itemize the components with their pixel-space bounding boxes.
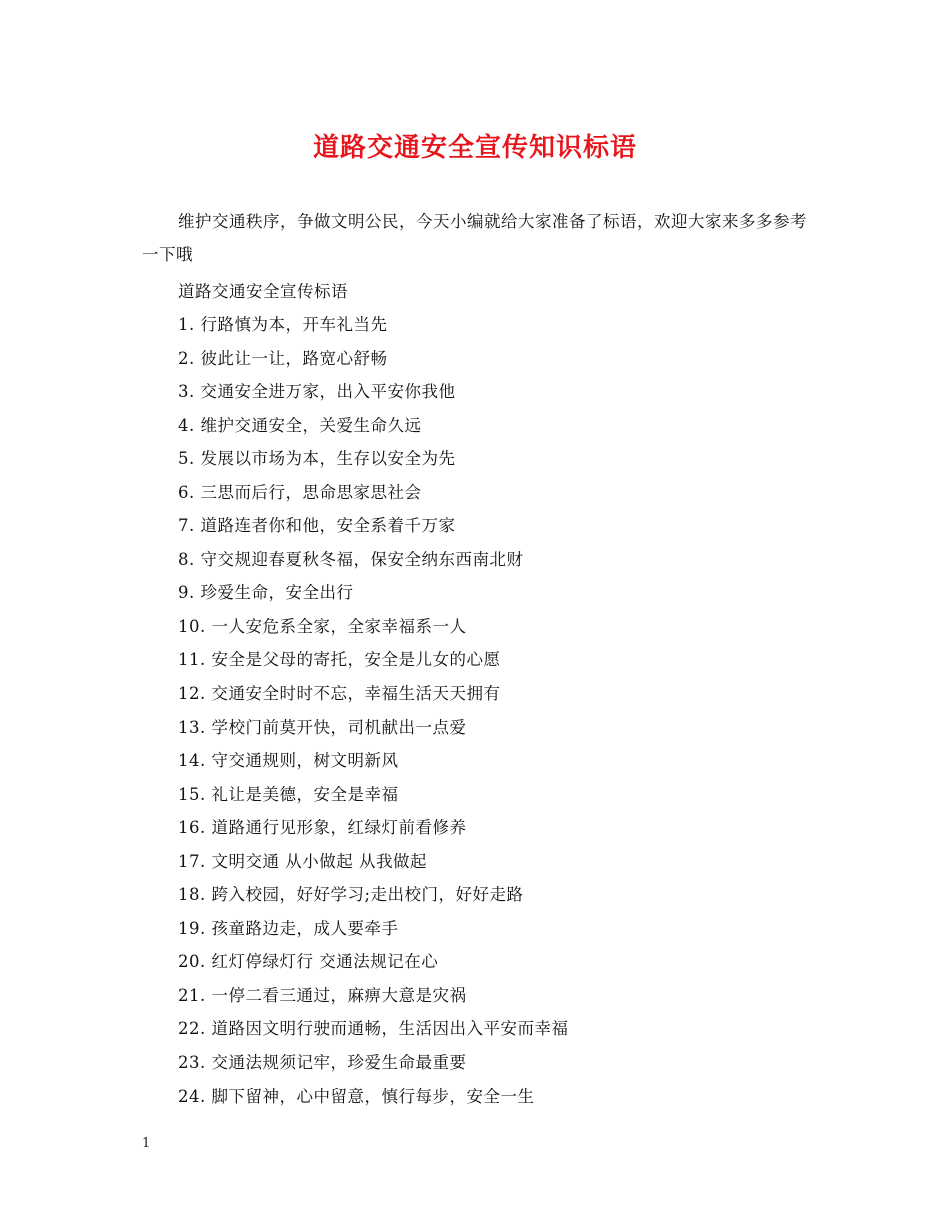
slogan-text: 一人安危系全家，全家幸福系一人 — [211, 616, 467, 636]
slogan-item — [178, 342, 569, 376]
slogan-number: 21. — [178, 985, 206, 1005]
slogan-text: 道路连者你和他，安全系着千万家 — [200, 516, 456, 536]
slogan-item — [178, 576, 569, 610]
section-subheading: 道路交通安全宣传标语 — [178, 282, 348, 301]
slogan-number: 11. — [178, 650, 206, 670]
slogan-text: 交通法规须记牢，珍爱生命最重要 — [211, 1053, 467, 1073]
slogan-text: 守交规迎春夏秋冬福，保安全纳东西南北财 — [200, 549, 524, 569]
slogan-item — [178, 778, 569, 812]
slogan-text: 学校门前莫开快，司机献出一点爱 — [211, 717, 467, 737]
slogan-text: 彼此让一让，路宽心舒畅 — [200, 348, 388, 368]
slogan-item — [178, 476, 569, 510]
slogan-number: 15. — [178, 784, 206, 804]
slogan-text: 行路慎为本，开车礼当先 — [200, 315, 388, 334]
slogan-number: 6. — [178, 482, 195, 502]
slogan-text: 交通安全进万家，出入平安你我他 — [200, 382, 456, 402]
slogan-number: 16. — [178, 818, 206, 838]
slogan-item — [178, 711, 569, 745]
slogan-text: 道路因文明行驶而通畅，生活因出入平安而幸福 — [211, 1019, 569, 1039]
slogan-number: 20. — [178, 952, 206, 972]
slogan-item — [178, 1012, 569, 1046]
slogan-number: 17. — [178, 851, 206, 871]
slogan-item — [178, 945, 569, 979]
slogan-text: 礼让是美德，安全是幸福 — [211, 784, 399, 804]
slogan-text: 维护交通安全，关爱生命久远 — [200, 415, 422, 435]
slogan-number: 8. — [178, 549, 195, 569]
slogan-item — [178, 610, 569, 644]
slogan-item — [178, 543, 569, 577]
slogan-number: 1. — [178, 315, 195, 334]
slogan-number: 19. — [178, 918, 206, 938]
slogan-text: 珍爱生命，安全出行 — [200, 583, 354, 603]
slogan-item — [178, 912, 569, 946]
slogan-number: 2. — [178, 348, 195, 368]
slogan-number: 4. — [178, 415, 195, 435]
slogan-number: 14. — [178, 751, 206, 771]
slogan-text: 脚下留神，心中留意，慎行每步，安全一生 — [211, 1086, 535, 1106]
slogan-number: 22. — [178, 1019, 206, 1039]
slogan-item — [178, 375, 569, 409]
slogan-text: 一停二看三通过，麻痹大意是灾祸 — [211, 985, 467, 1005]
slogan-text: 文明交通 从小做起 从我做起 — [211, 851, 427, 871]
slogan-text: 交通安全时时不忘，幸福生活天天拥有 — [211, 684, 501, 704]
slogan-item — [178, 409, 569, 443]
page-number: 1 — [142, 1136, 151, 1151]
slogan-number: 13. — [178, 717, 206, 737]
intro-paragraph: 维护交通秩序，争做文明公民，今天小编就给大家准备了标语，欢迎大家来多多参考一下哦 — [142, 212, 807, 264]
slogan-number: 12. — [178, 684, 206, 704]
slogan-number: 23. — [178, 1053, 206, 1073]
slogan-text: 发展以市场为本，生存以安全为先 — [200, 449, 456, 469]
slogan-item — [178, 845, 569, 879]
slogan-text: 跨入校园，好好学习;走出校门，好好走路 — [211, 885, 524, 905]
slogan-item — [178, 979, 569, 1013]
slogan-item — [178, 643, 569, 677]
document-title: 道路交通安全宣传知识标语 — [312, 133, 637, 163]
slogan-item — [178, 744, 569, 778]
slogan-number: 18. — [178, 885, 206, 905]
slogan-item — [178, 1080, 569, 1114]
slogan-text: 道路通行见形象，红绿灯前看修养 — [211, 818, 467, 838]
slogan-list — [178, 308, 569, 1113]
slogan-item — [178, 878, 569, 912]
slogan-item — [178, 811, 569, 845]
slogan-item — [178, 677, 569, 711]
slogan-number: 9. — [178, 583, 195, 603]
slogan-text: 守交通规则，树文明新风 — [211, 751, 399, 771]
slogan-number: 3. — [178, 382, 195, 402]
slogan-text: 三思而后行，思命思家思社会 — [200, 482, 422, 502]
slogan-text: 红灯停绿灯行 交通法规记在心 — [211, 952, 439, 972]
slogan-text: 孩童路边走，成人要牵手 — [211, 918, 399, 938]
slogan-number: 10. — [178, 616, 206, 636]
slogan-number: 7. — [178, 516, 195, 536]
slogan-item — [178, 509, 569, 543]
slogan-item — [178, 442, 569, 476]
slogan-text: 安全是父母的寄托，安全是儿女的心愿 — [211, 650, 501, 670]
slogan-number: 5. — [178, 449, 195, 469]
slogan-item — [178, 1046, 569, 1080]
slogan-number: 24. — [178, 1086, 206, 1106]
slogan-item — [178, 308, 569, 342]
